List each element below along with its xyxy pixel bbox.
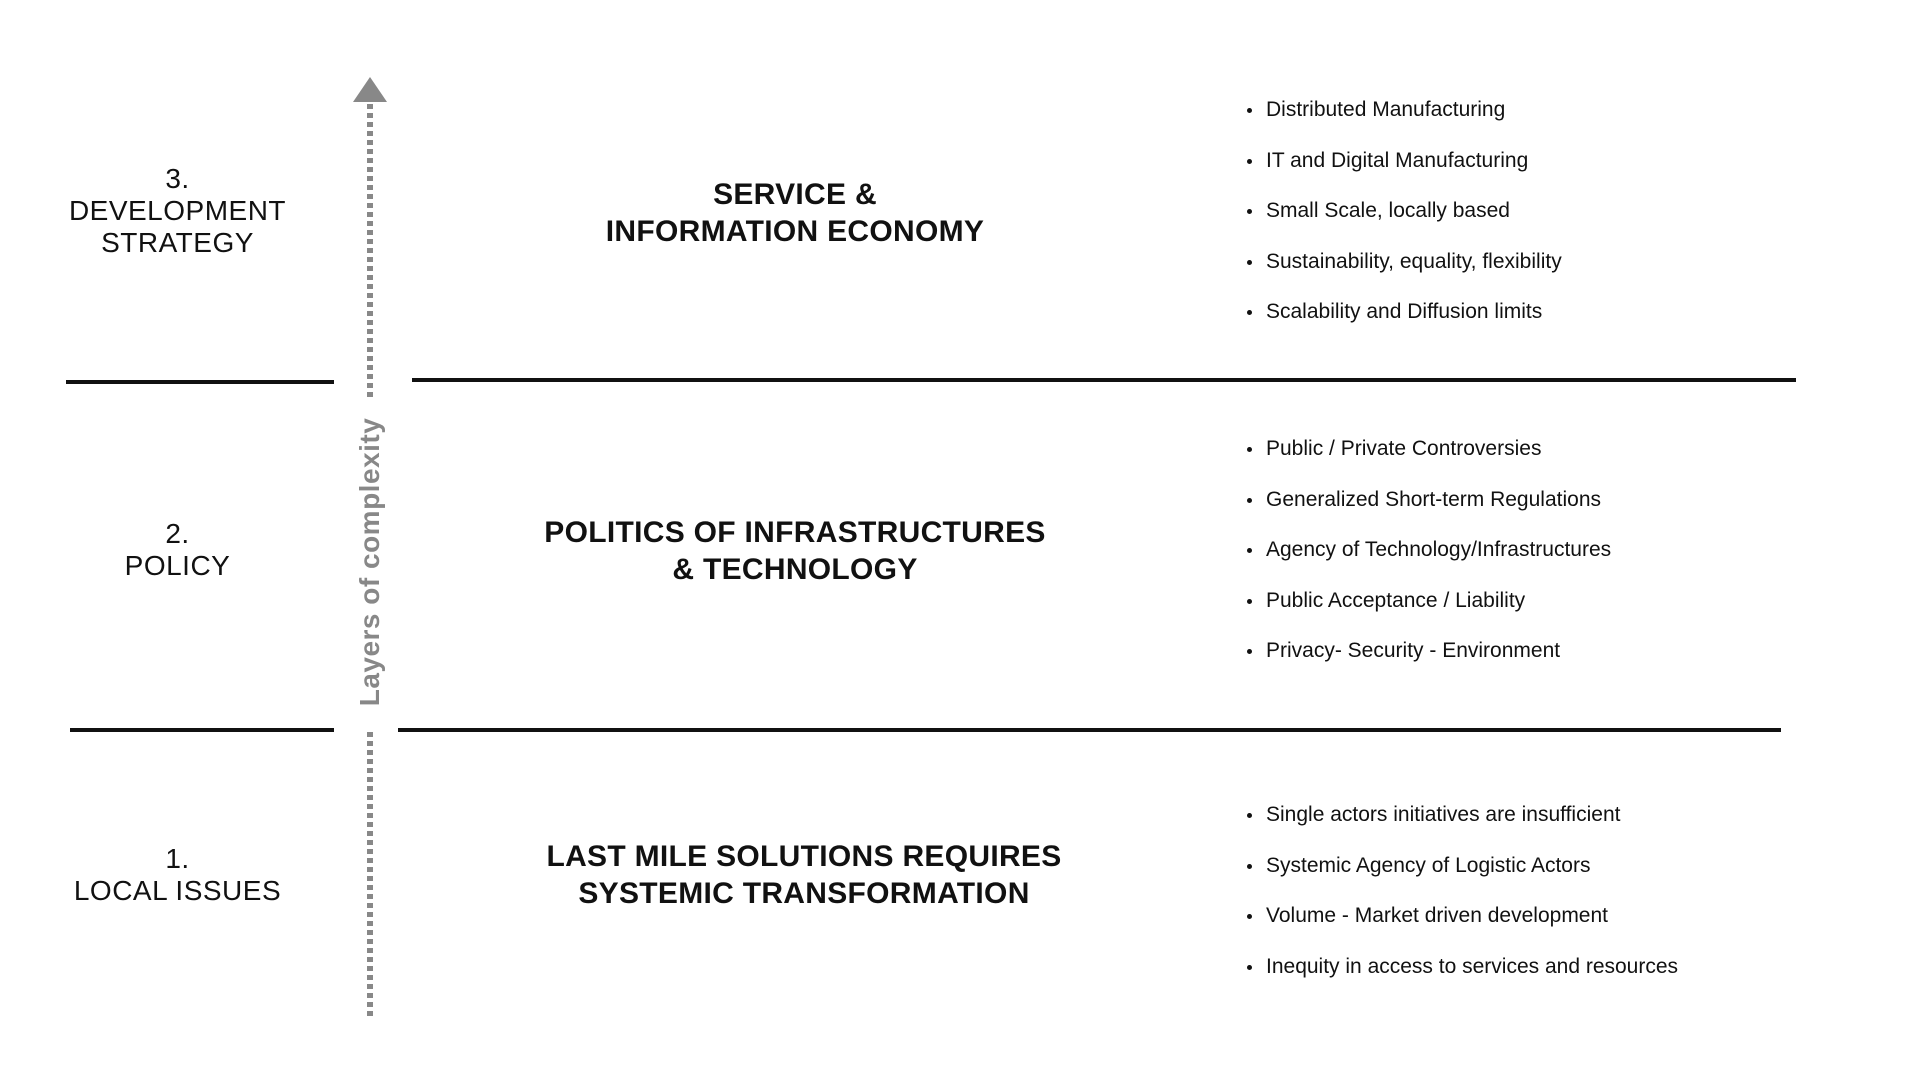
bullet-item: Single actors initiatives are insufficient: [1246, 802, 1678, 828]
bullet-item: Agency of Technology/Infrastructures: [1246, 537, 1611, 563]
bullet-item: Systemic Agency of Logistic Actors: [1246, 853, 1678, 879]
bullet-item: Sustainability, equality, flexibility: [1246, 249, 1562, 275]
level-name-line: DEVELOPMENT: [68, 195, 287, 226]
level-name-line: LOCAL ISSUES: [73, 875, 282, 906]
bullet-item: Public / Private Controversies: [1246, 436, 1611, 462]
bullet-item: Small Scale, locally based: [1246, 198, 1562, 224]
level-number: 3.: [165, 163, 190, 194]
axis-arrowhead-icon: [353, 77, 387, 102]
level-number: 2.: [165, 518, 190, 549]
title-line: SERVICE &: [713, 178, 877, 211]
level-3-title: [485, 176, 1105, 250]
bullet-item: Public Acceptance / Liability: [1246, 588, 1611, 614]
title-line: & TECHNOLOGY: [672, 553, 918, 586]
level-2-bullets: [1246, 436, 1611, 689]
title-line: POLITICS OF INFRASTRUCTURES: [544, 516, 1046, 549]
level-name-line: STRATEGY: [101, 227, 254, 258]
level-2-title: [485, 514, 1105, 588]
divider-right-upper: [412, 378, 1796, 382]
title-line: INFORMATION ECONOMY: [605, 215, 985, 248]
level-1-bullets: [1246, 802, 1678, 1004]
bullet-item: Scalability and Diffusion limits: [1246, 299, 1562, 325]
level-number: 1.: [165, 843, 190, 874]
level-2-label: [55, 518, 300, 582]
bullet-item: Privacy- Security - Environment: [1246, 638, 1611, 664]
bullet-item: Volume - Market driven development: [1246, 903, 1678, 929]
bullet-item: Generalized Short-term Regulations: [1246, 487, 1611, 513]
bullet-item: IT and Digital Manufacturing: [1246, 148, 1562, 174]
bullet-item: Distributed Manufacturing: [1246, 97, 1562, 123]
level-3-label: [55, 163, 300, 259]
bullet-item: Inequity in access to services and resources: [1246, 954, 1678, 980]
divider-left-upper: [66, 380, 334, 384]
level-1-title: [494, 838, 1114, 912]
level-name-line: POLICY: [124, 550, 231, 581]
level-1-label: [55, 843, 300, 907]
axis-label: Layers of complexity: [354, 417, 385, 707]
title-line: SYSTEMIC TRANSFORMATION: [578, 877, 1030, 910]
title-line: LAST MILE SOLUTIONS REQUIRES: [546, 840, 1062, 873]
divider-right-lower: [398, 728, 1781, 732]
divider-left-lower: [70, 728, 334, 732]
level-3-bullets: [1246, 97, 1562, 350]
